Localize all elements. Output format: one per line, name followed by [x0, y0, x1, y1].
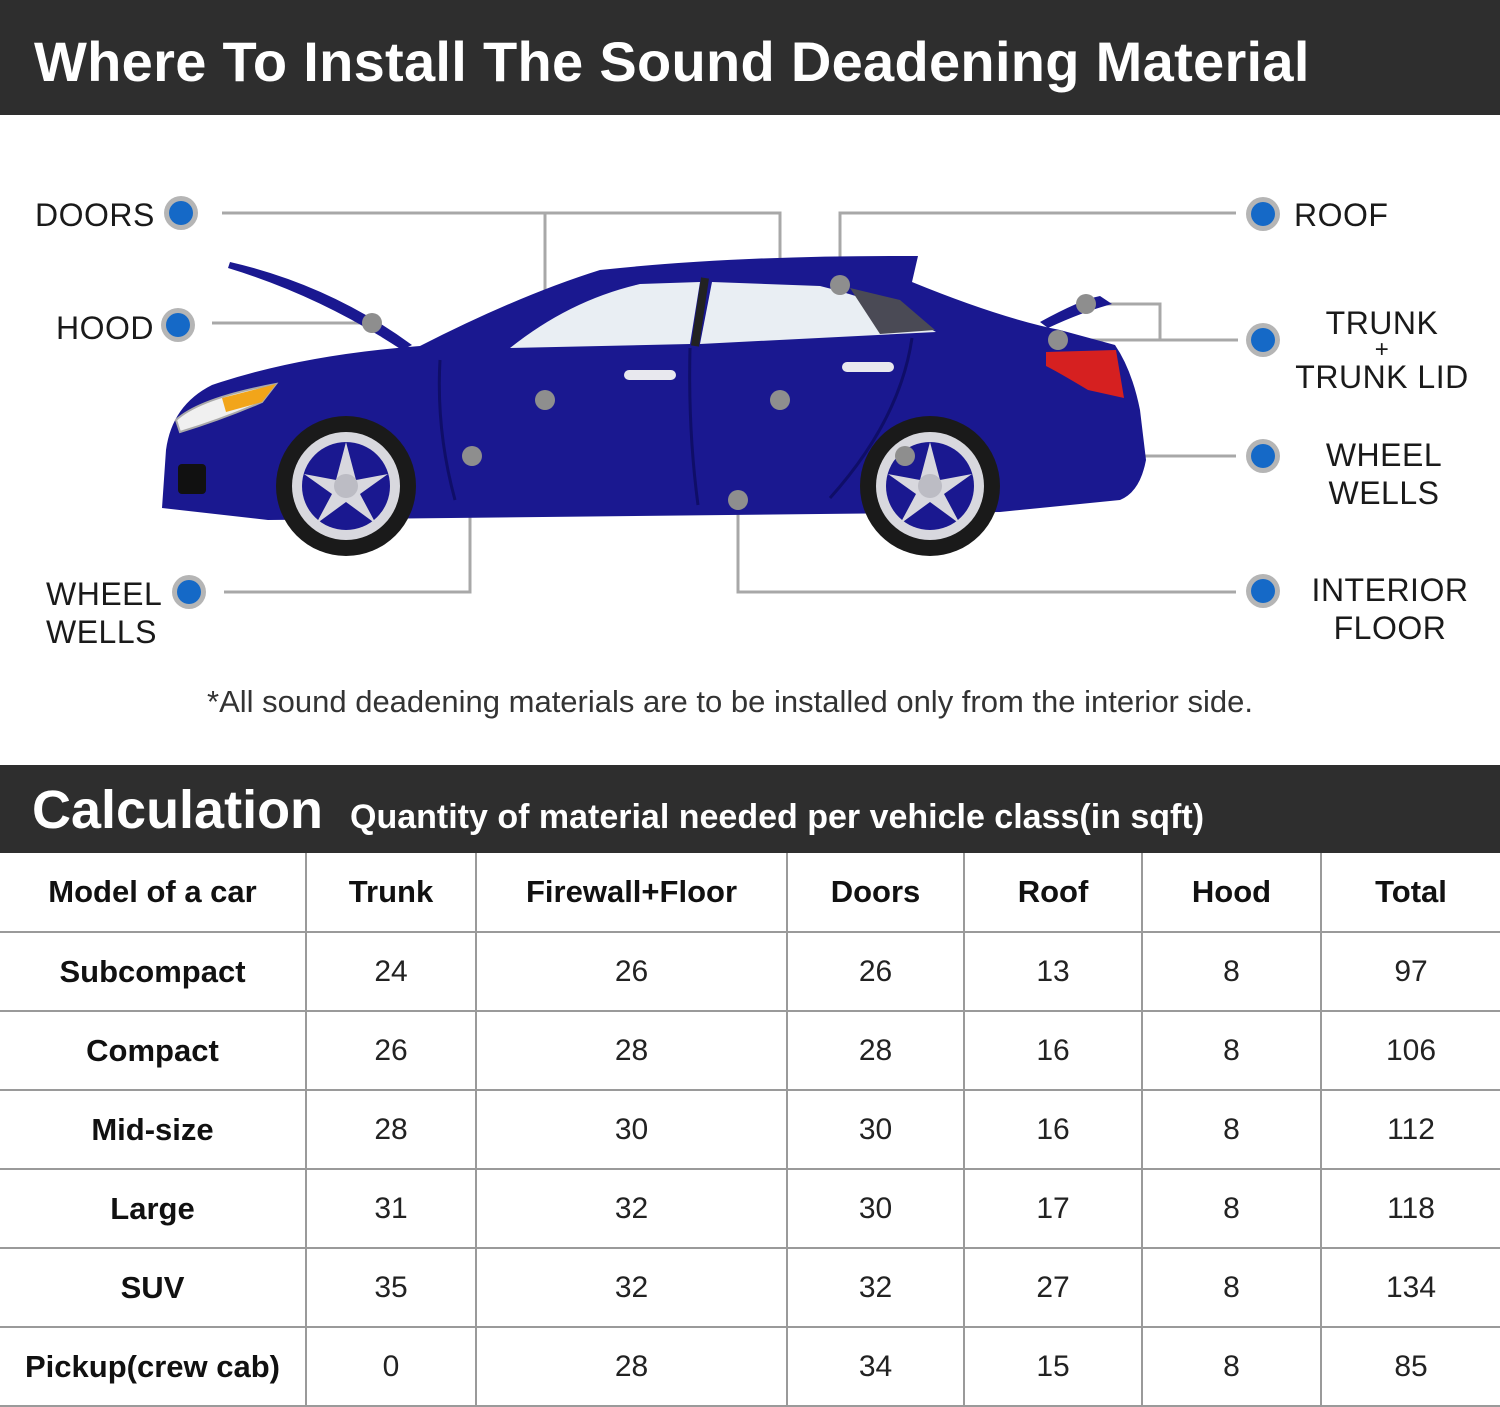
car-door-handle-rear: [842, 362, 894, 372]
car-wheel-front: [276, 416, 416, 556]
doors-cell: 28: [787, 1011, 964, 1090]
hood-cell: 8: [1142, 932, 1321, 1011]
hood-cell: 8: [1142, 1011, 1321, 1090]
interior-floor-marker-icon: [1246, 574, 1280, 608]
label-trunk-line2: TRUNK LID: [1295, 359, 1469, 395]
label-hood: HOOD: [56, 310, 154, 346]
trunk-lid-connector: [1086, 304, 1160, 340]
trunk-lid-dot: [1076, 294, 1096, 314]
page-title: Where To Install The Sound Deadening Material: [34, 30, 1310, 93]
roof-cell: 16: [964, 1011, 1142, 1090]
calculation-title: Calculation: [32, 780, 324, 840]
trunk-cell: 35: [306, 1248, 476, 1327]
firewall-floor-cell: 28: [476, 1011, 787, 1090]
doors-cell: 32: [787, 1248, 964, 1327]
firewall-floor-cell: 26: [476, 932, 787, 1011]
model-cell: Subcompact: [0, 932, 306, 1011]
label-interior-floor: [1306, 571, 1474, 647]
trunk-cell: 24: [306, 932, 476, 1011]
label-trunk-line1: TRUNK: [1325, 305, 1439, 341]
hood-cell: 8: [1142, 1248, 1321, 1327]
table-row: [0, 1248, 1500, 1327]
car-diagram: [0, 115, 1500, 675]
calculation-banner: [0, 765, 1500, 853]
doors-dot-front: [535, 390, 555, 410]
trunk-marker-icon: [1246, 323, 1280, 357]
trunk-cell: 31: [306, 1169, 476, 1248]
wheel-wells-left-marker-icon: [172, 575, 206, 609]
model-cell: Mid-size: [0, 1090, 306, 1169]
roof-cell: 15: [964, 1327, 1142, 1406]
table-row: [0, 1327, 1500, 1406]
installation-note: *All sound deadening materials are to be installed only from the interior side.: [207, 684, 1253, 719]
firewall-floor-cell: 32: [476, 1248, 787, 1327]
label-roof: ROOF: [1294, 197, 1389, 233]
label-trunk: [1290, 305, 1474, 395]
table-row: [0, 932, 1500, 1011]
column-header-hood: Hood: [1142, 853, 1321, 932]
roof-cell: 27: [964, 1248, 1142, 1327]
label-wheel-wells-right: [1310, 436, 1458, 512]
car-trunk-lid: [1040, 296, 1112, 328]
total-cell: 106: [1321, 1011, 1500, 1090]
column-header-trunk: Trunk: [306, 853, 476, 932]
firewall-floor-cell: 30: [476, 1090, 787, 1169]
firewall-floor-cell: 32: [476, 1169, 787, 1248]
hood-cell: 8: [1142, 1169, 1321, 1248]
calculation-subtitle: Quantity of material needed per vehicle class(in sqft): [350, 798, 1205, 836]
doors-cell: 34: [787, 1327, 964, 1406]
doors-cell: 30: [787, 1090, 964, 1169]
total-cell: 118: [1321, 1169, 1500, 1248]
interior-floor-dot: [728, 490, 748, 510]
label-doors: DOORS: [35, 197, 155, 233]
car-door-handle-front: [624, 370, 676, 380]
doors-marker-icon: [164, 196, 198, 230]
table-row: [0, 1011, 1500, 1090]
label-interior-floor-line1: INTERIOR: [1311, 572, 1469, 608]
column-header-total: Total: [1321, 853, 1500, 932]
label-wheel-wells-right-line1: WHEEL: [1325, 437, 1443, 473]
wheel-wells-right-dot: [895, 446, 915, 466]
wheel-wells-left-dot: [462, 446, 482, 466]
hood-cell: 8: [1142, 1327, 1321, 1406]
total-cell: 85: [1321, 1327, 1500, 1406]
column-header-roof: Roof: [964, 853, 1142, 932]
model-cell: Pickup(crew cab): [0, 1327, 306, 1406]
model-cell: Compact: [0, 1011, 306, 1090]
roof-cell: 16: [964, 1090, 1142, 1169]
roof-cell: 13: [964, 932, 1142, 1011]
doors-cell: 30: [787, 1169, 964, 1248]
car-hood-open: [228, 262, 412, 350]
trunk-cell: 26: [306, 1011, 476, 1090]
table-row: [0, 1169, 1500, 1248]
label-wheel-wells-left-line2: WELLS: [46, 614, 157, 650]
title-banner: [0, 0, 1500, 115]
label-trunk-plus: +: [1374, 336, 1390, 363]
label-wheel-wells-right-line2: WELLS: [1328, 475, 1440, 511]
column-header-model: Model of a car: [0, 853, 306, 932]
hood-marker-icon: [161, 308, 195, 342]
roof-cell: 17: [964, 1169, 1142, 1248]
trunk-cell: 28: [306, 1090, 476, 1169]
doors-dot-rear: [770, 390, 790, 410]
label-interior-floor-line2: FLOOR: [1333, 610, 1447, 646]
model-cell: SUV: [0, 1248, 306, 1327]
trunk-dot: [1048, 330, 1068, 350]
hood-dot: [362, 313, 382, 333]
total-cell: 97: [1321, 932, 1500, 1011]
table-row: [0, 1090, 1500, 1169]
total-cell: 112: [1321, 1090, 1500, 1169]
wheel-wells-right-marker-icon: [1246, 439, 1280, 473]
label-wheel-wells-left: [46, 575, 162, 651]
firewall-floor-cell: 28: [476, 1327, 787, 1406]
calculation-table: [0, 853, 1500, 1407]
roof-marker-icon: [1246, 197, 1280, 231]
roof-dot: [830, 275, 850, 295]
model-cell: Large: [0, 1169, 306, 1248]
label-wheel-wells-left-line1: WHEEL: [46, 576, 163, 612]
column-header-firewall-floor: Firewall+Floor: [476, 853, 787, 932]
car-wheel-rear: [860, 416, 1000, 556]
car-grille: [178, 464, 206, 494]
table-header-row: [0, 853, 1500, 932]
trunk-cell: 0: [306, 1327, 476, 1406]
car-illustration: [162, 256, 1146, 556]
hood-cell: 8: [1142, 1090, 1321, 1169]
doors-cell: 26: [787, 932, 964, 1011]
column-header-doors: Doors: [787, 853, 964, 932]
total-cell: 134: [1321, 1248, 1500, 1327]
